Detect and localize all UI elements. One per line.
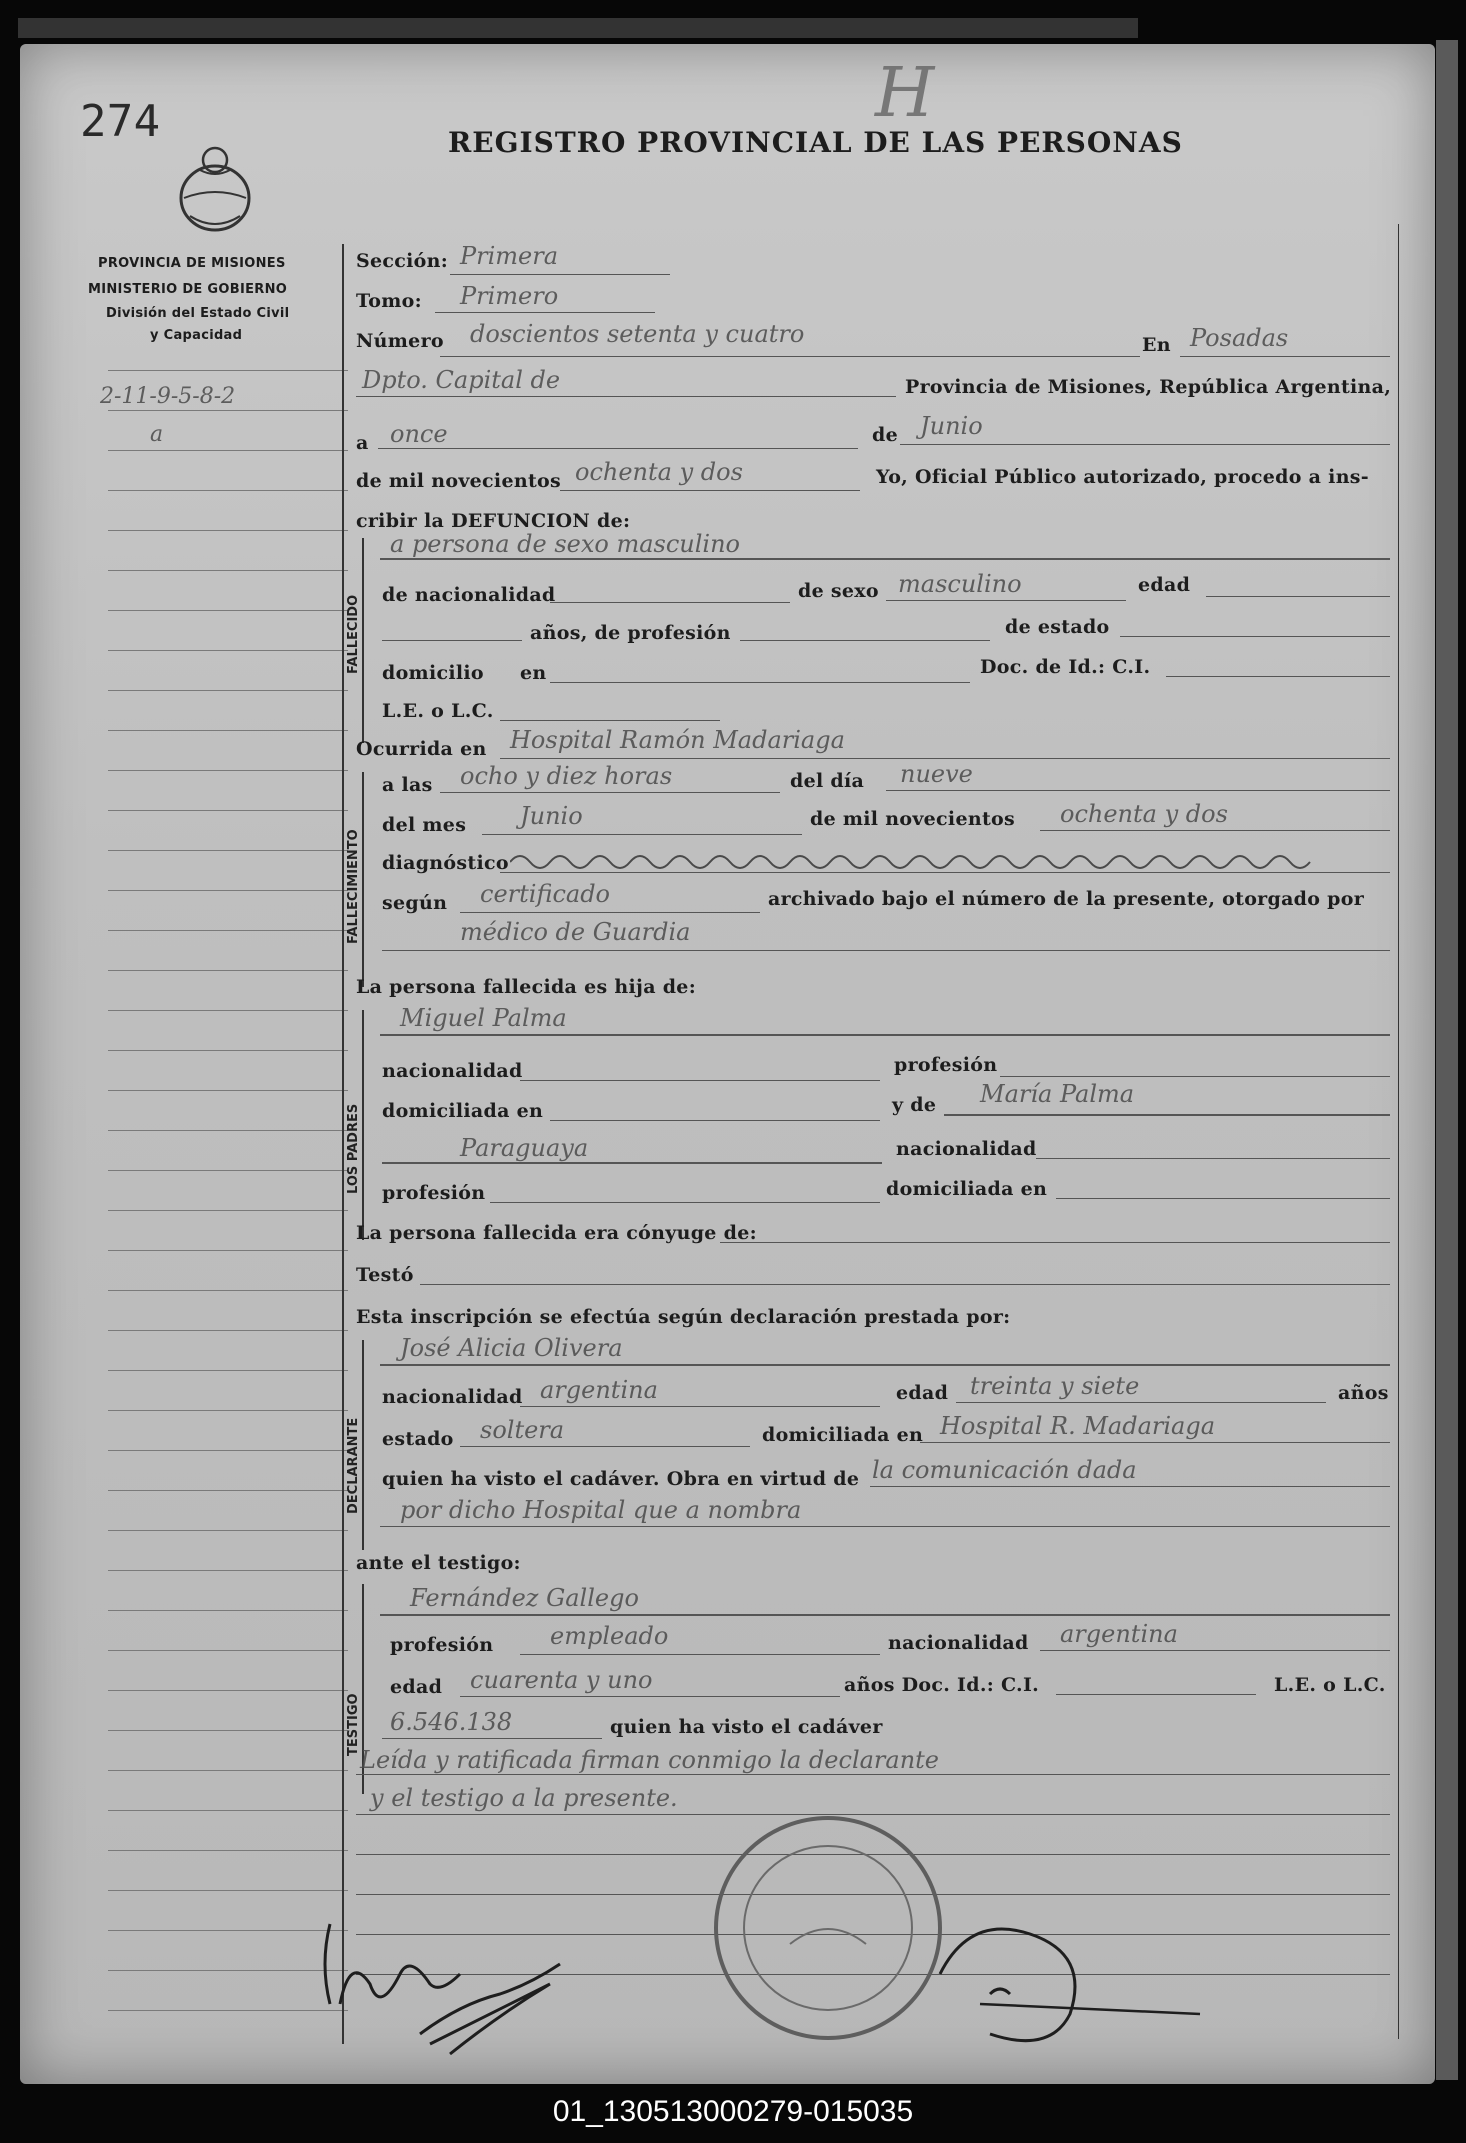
declarante-estado-label: estado xyxy=(382,1428,454,1450)
fallecido-name-value: a persona de sexo masculino xyxy=(390,530,741,558)
sidebar-rule xyxy=(108,1290,348,1291)
a-las-value: ocho y diez horas xyxy=(460,762,673,790)
padres-extra-value: Paraguaya xyxy=(460,1134,589,1162)
fallecido-domicilio-label: domicilio xyxy=(382,662,484,684)
padres-nacionalidad-line xyxy=(520,1080,880,1081)
fallecido-sexo-label: de sexo xyxy=(798,580,879,602)
del-mes-value: Junio xyxy=(520,802,583,830)
fallecido-anos-label: años, de profesión xyxy=(530,622,731,644)
testigo-edad-label: edad xyxy=(390,1676,443,1698)
numero-value: doscientos setenta y cuatro xyxy=(470,320,805,348)
fallecido-le-line xyxy=(500,720,720,721)
diagnostico-label: diagnóstico xyxy=(382,852,509,874)
sidebar-rule xyxy=(108,650,348,651)
segun-label: según xyxy=(382,892,448,914)
ocurrida-line xyxy=(500,758,1390,759)
declarante-name-value: José Alicia Olivera xyxy=(400,1334,623,1362)
fallecido-bracket xyxy=(362,538,364,743)
page-number: 274 xyxy=(80,96,161,147)
fallecido-sexo-value: masculino xyxy=(898,570,1022,598)
sidebar-rule xyxy=(108,570,348,571)
sidebar-rule xyxy=(108,1170,348,1171)
sidebar-rule xyxy=(108,450,348,451)
sidebar-rule xyxy=(108,850,348,851)
testo-label: Testó xyxy=(356,1264,414,1286)
testigo-nacionalidad-label: nacionalidad xyxy=(888,1632,1029,1654)
sidebar-line-province: PROVINCIA DE MISIONES xyxy=(98,256,286,271)
padres-profesion2-line xyxy=(490,1202,880,1203)
closing-line-2: y el testigo a la presente. xyxy=(370,1784,678,1812)
oficial-text: Yo, Oficial Público autorizado, procedo a ins- xyxy=(876,466,1369,488)
padre-line xyxy=(380,1034,1390,1036)
fallecido-nacionalidad-line xyxy=(550,602,790,603)
fallecido-le-label: L.E. o L.C. xyxy=(382,700,494,722)
testigo-name-line xyxy=(380,1614,1390,1616)
fallecimiento-bracket xyxy=(362,772,364,987)
padres-profesion-label: profesión xyxy=(894,1054,998,1076)
page-title: REGISTRO PROVINCIAL DE LAS PERSONAS xyxy=(448,126,1183,159)
sidebar-rule xyxy=(108,1010,348,1011)
declarante-domiciliada-label: domiciliada en xyxy=(762,1424,924,1446)
sidebar-rule xyxy=(108,1450,348,1451)
fallecido-en-label: en xyxy=(520,662,547,684)
declarante-edad-label: edad xyxy=(896,1382,949,1404)
padres-domiciliada-label: domiciliada en xyxy=(382,1100,544,1122)
fallecido-profesion-line xyxy=(740,640,990,641)
sidebar-handwritten-note: a xyxy=(150,422,164,447)
fallecido-estado-label: de estado xyxy=(1005,616,1110,638)
y-de-label: y de xyxy=(892,1094,937,1116)
sidebar-rule xyxy=(108,530,348,531)
otorgado-value: médico de Guardia xyxy=(460,918,691,946)
closing-line-1: Leída y ratificada firman conmigo la declarante xyxy=(360,1746,940,1774)
declarante-obra-line xyxy=(870,1486,1390,1487)
declarante-edad-value: treinta y siete xyxy=(970,1372,1140,1400)
del-dia-value: nueve xyxy=(900,760,973,788)
location-value: Dpto. Capital de xyxy=(362,366,561,394)
seccion-line xyxy=(450,274,670,275)
closing-rule-1 xyxy=(356,1774,1390,1775)
fallecido-nacionalidad-label: de nacionalidad xyxy=(382,584,556,606)
provincia-text: Provincia de Misiones, República Argentina, xyxy=(905,376,1392,398)
fallecido-estado-line xyxy=(1120,636,1390,637)
fallecido-domicilio-line xyxy=(550,682,970,683)
padres-nacionalidad-label: nacionalidad xyxy=(382,1060,523,1082)
fallecido-name-line xyxy=(380,558,1390,560)
del-dia-line xyxy=(886,790,1390,791)
fallecimiento-mil-line xyxy=(1040,830,1390,831)
declarante-estado-value: soltera xyxy=(480,1416,565,1444)
fallecimiento-mil-label: de mil novecientos xyxy=(810,808,1015,830)
sidebar-rule xyxy=(108,1370,348,1371)
inscribir-text: cribir la DEFUNCION de: xyxy=(356,510,631,532)
declarante-edad-line xyxy=(956,1402,1326,1403)
padres-bracket xyxy=(362,1010,364,1240)
en-value: Posadas xyxy=(1190,324,1289,352)
a-value: once xyxy=(390,420,448,448)
conyuge-text: La persona fallecida era cónyuge de: xyxy=(356,1222,757,1244)
declarante-nacionalidad-label: nacionalidad xyxy=(382,1386,523,1408)
sidebar-rule xyxy=(108,890,348,891)
sidebar-rule xyxy=(108,1210,348,1211)
sidebar-rule xyxy=(108,1410,348,1411)
sidebar-rule xyxy=(108,1850,348,1851)
sidebar-rule xyxy=(108,490,348,491)
sidebar-rule xyxy=(108,730,348,731)
declarante-bracket xyxy=(362,1340,364,1550)
padres-domiciliada2-label: domiciliada en xyxy=(886,1178,1048,1200)
hija-text: La persona fallecida es hija de: xyxy=(356,976,697,998)
testigo-section-label: TESTIGO xyxy=(346,1693,361,1756)
page-top-edge xyxy=(18,18,1138,38)
padre-value: Miguel Palma xyxy=(400,1004,567,1032)
del-mes-label: del mes xyxy=(382,814,467,836)
sidebar-rule xyxy=(108,930,348,931)
sidebar-rule xyxy=(108,1130,348,1131)
archivado-text: archivado bajo el número de la presente, otorgado por xyxy=(768,888,1365,910)
sidebar-rule xyxy=(108,1530,348,1531)
register-page xyxy=(20,44,1435,2084)
de-label: de xyxy=(872,424,898,446)
sidebar-rule xyxy=(108,810,348,811)
fallecido-edad-label: edad xyxy=(1138,574,1191,596)
location-line xyxy=(356,396,896,397)
de-line xyxy=(900,444,1390,445)
sidebar-rule xyxy=(108,690,348,691)
declarante-name-line xyxy=(380,1364,1390,1366)
fallecido-doc-label: Doc. de Id.: C.I. xyxy=(980,656,1151,678)
numero-line xyxy=(440,356,1140,357)
testigo-le-line xyxy=(382,1738,602,1739)
sidebar-rule xyxy=(108,1570,348,1571)
diagnostico-handwriting xyxy=(510,846,1390,872)
segun-value: certificado xyxy=(480,880,611,908)
declarante-extra-line xyxy=(380,1526,1390,1527)
testigo-profesion-line xyxy=(520,1654,880,1655)
del-dia-label: del día xyxy=(790,770,865,792)
testigo-le-value: 6.546.138 xyxy=(390,1708,513,1736)
en-line xyxy=(1180,356,1390,357)
mil-line xyxy=(560,490,860,491)
a-las-label: a las xyxy=(382,774,433,796)
declarante-nacionalidad-line xyxy=(520,1406,880,1407)
del-mes-line xyxy=(482,834,802,835)
left-margin-border xyxy=(342,244,344,2044)
sidebar-handwritten-number: 2-11-9-5-8-2 xyxy=(100,384,236,409)
ocurrida-value: Hospital Ramón Madariaga xyxy=(510,726,845,754)
coat-of-arms-icon xyxy=(170,136,260,236)
padres-profesion-line xyxy=(1000,1076,1390,1077)
a-label: a xyxy=(356,432,369,454)
numero-label: Número xyxy=(356,330,444,352)
padres-extra-line xyxy=(382,1162,882,1164)
sidebar-rule xyxy=(108,970,348,971)
declarante-obra-value: la comunicación dada xyxy=(872,1456,1137,1484)
declarante-estado-line xyxy=(460,1446,750,1447)
sidebar-rule xyxy=(108,1810,348,1811)
testigo-nacionalidad-value: argentina xyxy=(1060,1620,1178,1648)
sidebar-rule xyxy=(108,1610,348,1611)
declarante-nacionalidad-value: argentina xyxy=(540,1376,658,1404)
sidebar-rule xyxy=(108,410,348,411)
testigo-profesion-label: profesión xyxy=(390,1634,494,1656)
signature-officer-icon xyxy=(920,1894,1240,2044)
declarante-section-label: DECLARANTE xyxy=(346,1417,361,1514)
declarante-anos-label: años xyxy=(1338,1382,1389,1404)
testigo-profesion-value: empleado xyxy=(550,1622,669,1650)
declarante-domiciliada-line xyxy=(920,1442,1390,1443)
fallecido-doc-line xyxy=(1166,676,1390,677)
de-value: Junio xyxy=(920,412,983,440)
sidebar-rule xyxy=(108,1690,348,1691)
madre-value: María Palma xyxy=(980,1080,1135,1108)
padres-domiciliada-line xyxy=(550,1120,880,1121)
testigo-nacionalidad-line xyxy=(1040,1650,1390,1651)
tomo-value: Primero xyxy=(460,282,559,310)
segun-line xyxy=(460,912,760,913)
sidebar-line-division: División del Estado Civil xyxy=(106,306,290,321)
a-las-line xyxy=(440,792,780,793)
fallecimiento-section-label: FALLECIMIENTO xyxy=(346,829,361,944)
mil-label: de mil novecientos xyxy=(356,470,561,492)
a-line xyxy=(378,448,858,449)
testigo-text: ante el testigo: xyxy=(356,1552,521,1574)
padres-profesion2-label: profesión xyxy=(382,1182,486,1204)
page-right-edge xyxy=(1436,40,1458,2080)
sidebar-rule xyxy=(108,1090,348,1091)
testigo-edad-line xyxy=(460,1696,840,1697)
fallecido-edad-line xyxy=(1206,596,1390,597)
fallecimiento-mil-value: ochenta y dos xyxy=(1060,800,1228,828)
sidebar-rule xyxy=(108,1330,348,1331)
sidebar-rule xyxy=(108,1730,348,1731)
seccion-value: Primera xyxy=(460,242,559,270)
declarante-extra-value: por dicho Hospital que a nombra xyxy=(400,1496,802,1524)
testigo-quien-text: quien ha visto el cadáver xyxy=(610,1716,883,1738)
tomo-label: Tomo: xyxy=(356,290,422,312)
footer-image-id: 01_130513000279-015035 xyxy=(552,2095,914,2128)
corner-mark: H xyxy=(875,54,935,133)
fallecido-section-label: FALLECIDO xyxy=(346,594,361,674)
sidebar-rule xyxy=(108,1490,348,1491)
declarante-domiciliada-value: Hospital R. Madariaga xyxy=(940,1412,1216,1440)
declarante-quien-text: quien ha visto el cadáver. Obra en virtud de xyxy=(382,1468,860,1490)
diagnostico-line xyxy=(500,872,1390,873)
tomo-line xyxy=(435,312,655,313)
testigo-edad-value: cuarenta y uno xyxy=(470,1666,653,1694)
en-label: En xyxy=(1142,334,1171,356)
testigo-doc-line xyxy=(1056,1694,1256,1695)
testigo-anos-doc-label: años Doc. Id.: C.I. xyxy=(844,1674,1040,1696)
sidebar-rule xyxy=(108,1250,348,1251)
sidebar-rule xyxy=(108,1770,348,1771)
sidebar-line-ministry: MINISTERIO DE GOBIERNO xyxy=(88,282,288,297)
sidebar-rule xyxy=(108,370,348,371)
testo-line xyxy=(420,1284,1390,1285)
declaracion-text: Esta inscripción se efectúa según declaración prestada por: xyxy=(356,1306,1011,1328)
sidebar-line-capacity: y Capacidad xyxy=(150,328,243,343)
padres-section-label: LOS PADRES xyxy=(346,1103,361,1194)
madre-line xyxy=(944,1114,1390,1116)
sidebar-rule xyxy=(108,1050,348,1051)
seccion-label: Sección: xyxy=(356,250,449,272)
fallecido-sexo-line xyxy=(886,600,1126,601)
signature-declarante-icon xyxy=(300,1884,680,2084)
sidebar-rule xyxy=(108,610,348,611)
padres-domiciliada2-line xyxy=(1056,1198,1390,1199)
sidebar-rule xyxy=(108,1650,348,1651)
padres-nacionalidad2-line xyxy=(1036,1158,1390,1159)
fallecido-anos-line xyxy=(382,640,522,641)
right-margin-border xyxy=(1398,224,1399,2039)
padres-nacionalidad2-label: nacionalidad xyxy=(896,1138,1037,1160)
sidebar-rule xyxy=(108,770,348,771)
ocurrida-label: Ocurrida en xyxy=(356,738,487,760)
testigo-name-value: Fernández Gallego xyxy=(410,1584,639,1612)
conyuge-line xyxy=(720,1242,1390,1243)
testigo-le-label: L.E. o L.C. xyxy=(1274,1674,1386,1696)
otorgado-line xyxy=(382,950,1390,951)
mil-value: ochenta y dos xyxy=(575,458,743,486)
